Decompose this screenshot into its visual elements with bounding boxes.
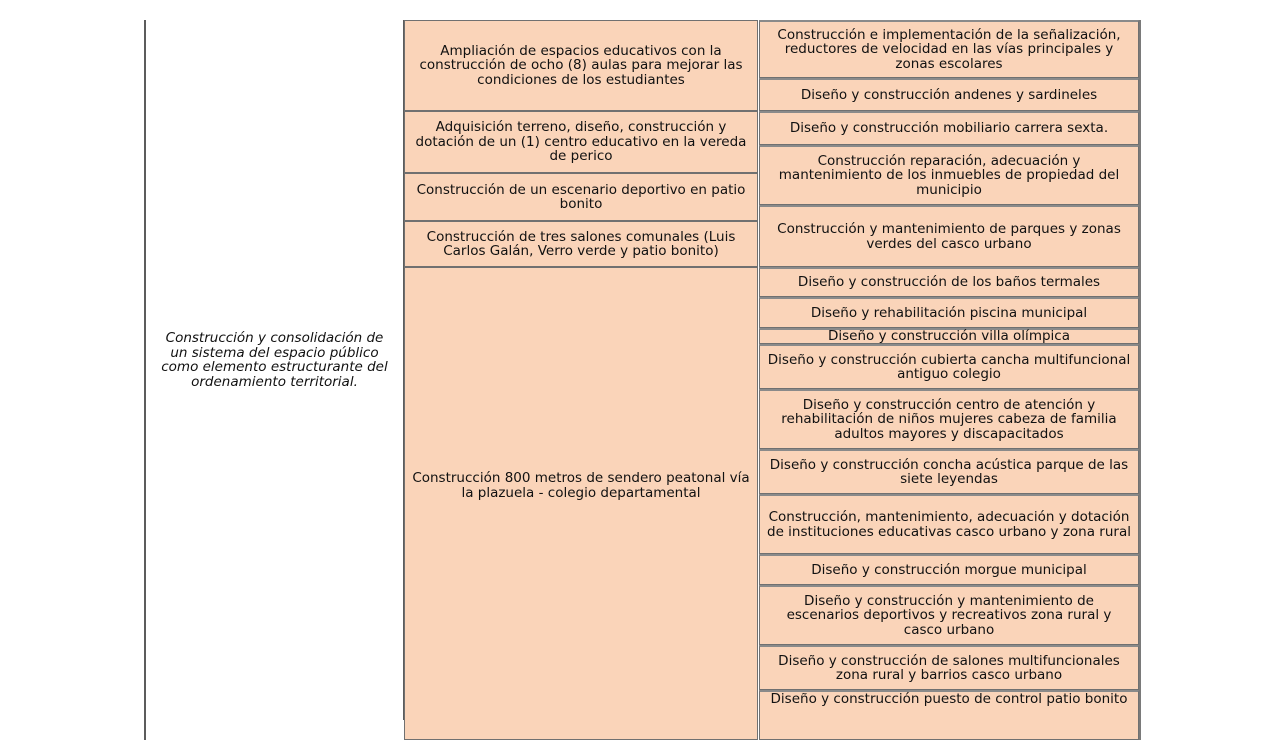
project-cell: Diseño y construcción morgue municipal (759, 554, 1139, 585)
project-cell: Construcción e implementación de la señalización, reductores de velocidad en las vías principales y zonas escolares (759, 20, 1139, 78)
strategy-cell (146, 20, 405, 720)
project-cell: Construcción reparación, adecuación y mantenimiento de los inmuebles de propiedad del municipio (759, 145, 1139, 205)
project-cell: Diseño y construcción mobiliario carrera sexta. (759, 111, 1139, 145)
programs-column (404, 20, 758, 720)
project-cell: Construcción, mantenimiento, adecuación y dotación de instituciones educativas casco urbano y zona rural (759, 494, 1139, 554)
program-cell: Construcción 800 metros de sendero peatonal vía la plazuela - colegio departamental (404, 267, 758, 740)
program-cell: Ampliación de espacios educativos con la construcción de ocho (8) aulas para mejorar las condiciones de los estudiantes (404, 20, 758, 111)
project-cell: Diseño y construcción andenes y sardineles (759, 78, 1139, 111)
project-cell: Diseño y construcción centro de atención y rehabilitación de niños mujeres cabeza de familia adultos mayores y discapacitados (759, 389, 1139, 449)
projects-column (759, 20, 1139, 720)
program-cell: Adquisición terreno, diseño, construcción y dotación de un (1) centro educativo en la vereda de perico (404, 111, 758, 173)
project-cell: Diseño y construcción concha acústica parque de las siete leyendas (759, 449, 1139, 494)
projects-table (144, 20, 1141, 740)
project-cell: Diseño y construcción villa olímpica (759, 328, 1139, 344)
project-cell: Construcción y mantenimiento de parques y zonas verdes del casco urbano (759, 205, 1139, 267)
project-cell: Diseño y rehabilitación piscina municipal (759, 297, 1139, 328)
project-cell: Diseño y construcción cubierta cancha multifuncional antiguo colegio (759, 344, 1139, 389)
project-cell: Diseño y construcción y mantenimiento de escenarios deportivos y recreativos zona rural y casco urbano (759, 585, 1139, 645)
project-cell: Diseño y construcción de salones multifuncionales zona rural y barrios casco urbano (759, 645, 1139, 690)
program-cell: Construcción de un escenario deportivo en patio bonito (404, 173, 758, 221)
program-cell: Construcción de tres salones comunales (Luis Carlos Galán, Verro verde y patio bonito) (404, 221, 758, 267)
project-cell: Diseño y construcción de los baños termales (759, 267, 1139, 297)
project-cell: Diseño y construcción puesto de control patio bonito (759, 690, 1139, 740)
strategy-text: Construcción y consolidación de un sistema del espacio público como elemento estructurante del ordenamiento territorial. (161, 330, 388, 390)
